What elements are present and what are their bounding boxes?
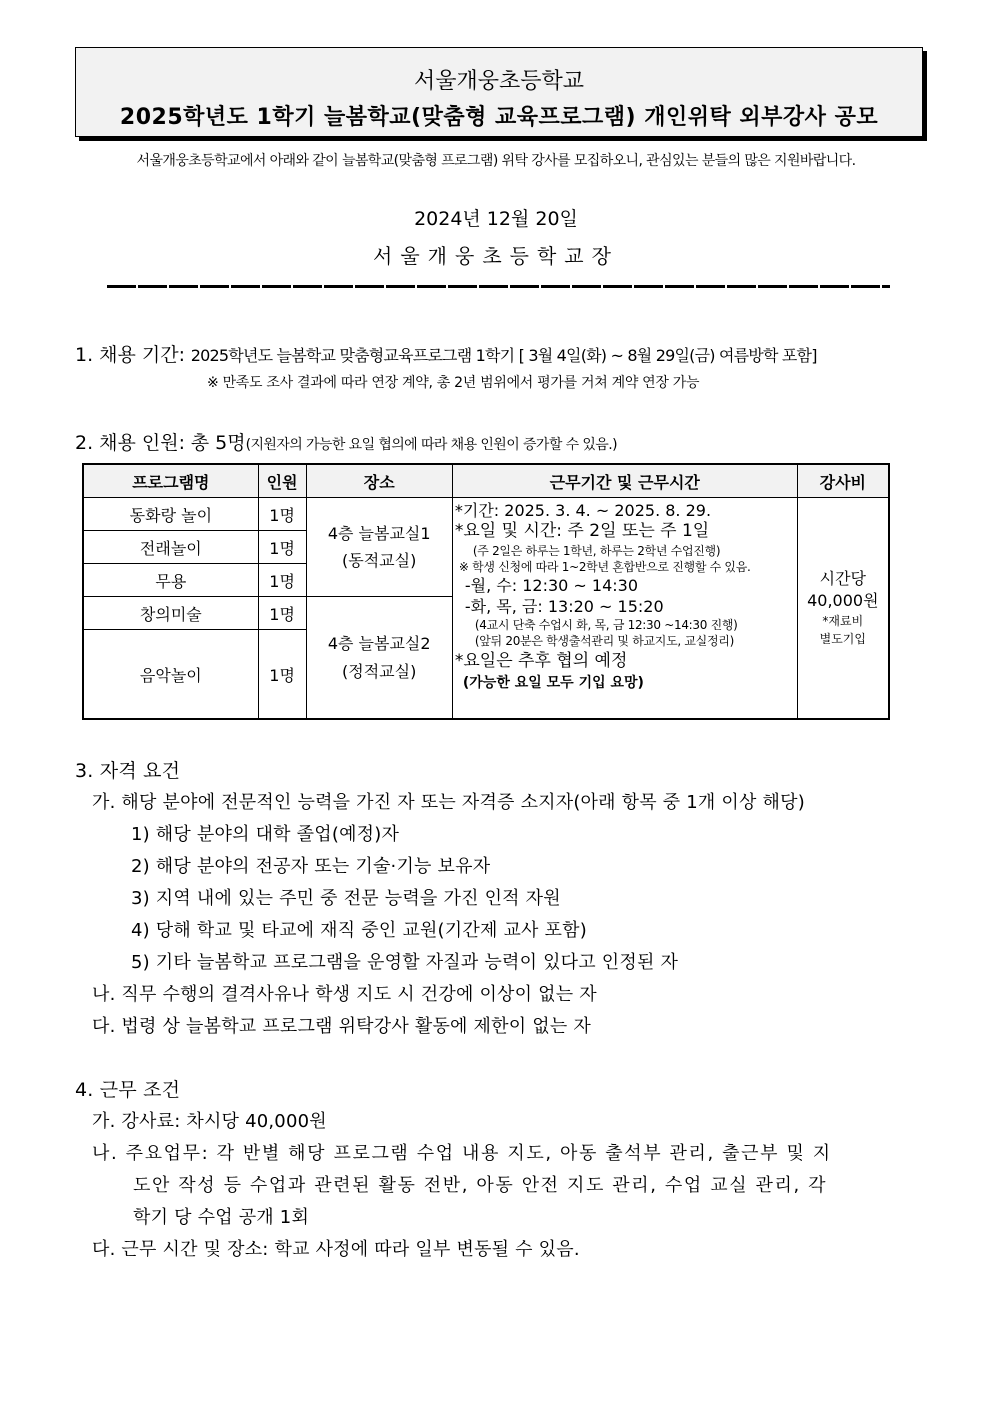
section-2-heading: 2. 채용 인원: xyxy=(75,432,186,454)
program-count: 1명 xyxy=(258,630,306,720)
schedule-days: *요일 및 시간: 주 2일 또는 주 1일 xyxy=(454,521,710,542)
place-type: (정적교실) xyxy=(342,661,417,681)
fee-unit: 시간당 xyxy=(819,569,866,589)
place-name: 4층 늘봄교실1 xyxy=(327,523,431,543)
program-count: 1명 xyxy=(258,564,306,597)
qualification-subitem: 4) 당해 학교 및 타교에 재직 중인 교원(기간제 교사 포함) xyxy=(131,920,587,941)
section-1 xyxy=(75,340,817,367)
document-title: 2025학년도 1학기 늘봄학교(맞춤형 교육프로그램) 개인위탁 외부강사 공모 xyxy=(119,105,879,130)
issuer: 서울개웅초등학교장 xyxy=(373,244,619,268)
school-name: 서울개웅초등학교 xyxy=(413,69,585,94)
issue-date: 2024년 12월 20일 xyxy=(414,208,578,230)
schedule-period: *기간: 2025. 3. 4. ~ 2025. 8. 29. xyxy=(454,501,712,520)
section-2-count: 총 5명 xyxy=(190,432,246,454)
schedule-days-note: (주 2일은 하루는 1학년, 하루는 2학년 수업진행) xyxy=(472,543,721,558)
qualification-subitem: 3) 지역 내에 있는 주민 중 전문 능력을 가진 인적 자원 xyxy=(131,888,561,909)
program-count: 1명 xyxy=(258,531,306,564)
schedule-extra-note: (앞뒤 20분은 학생출석관리 및 하교지도, 교실정리) xyxy=(474,634,734,649)
place-cell xyxy=(306,597,452,720)
fee-material: *재료비 xyxy=(822,613,864,628)
header-program: 프로그램명 xyxy=(83,464,258,498)
schedule-time-2: -화, 목, 금: 13:20 ~ 15:20 xyxy=(464,596,664,616)
qualification-subitem: 5) 기타 늘봄학교 프로그램을 운영할 자질과 능력이 있다고 인정된 자 xyxy=(131,952,679,973)
schedule-consult: *요일은 추후 협의 예정 xyxy=(454,650,628,671)
table-row xyxy=(83,498,889,531)
intro-text: 서울개웅초등학교에서 아래와 같이 늘봄학교(맞춤형 프로그램) 위탁 강사를 모집하오니, 관심있는 분들의 많은 지원바랍니다. xyxy=(136,153,856,169)
condition-item: 가. 강사료: 차시당 40,000원 xyxy=(92,1111,327,1132)
section-2 xyxy=(75,428,617,455)
section-1-note: ※ 만족도 조사 결과에 따라 연장 계약, 총 2년 범위에서 평가를 거쳐 계약 연장 가능 xyxy=(207,375,700,391)
section-3-heading: 3. 자격 요건 xyxy=(75,760,181,782)
header-count: 인원 xyxy=(258,464,306,498)
fee-cell xyxy=(797,498,889,720)
place-name: 4층 늘봄교실2 xyxy=(327,634,431,654)
condition-item-cont: 도안 작성 등 수업과 관련된 활동 전반, 아동 안전 지도 관리, 수업 교실 관리, 각 xyxy=(133,1175,828,1196)
schedule-short-note: (4교시 단축 수업시 화, 목, 금 12:30 ~14:30 진행) xyxy=(474,617,738,632)
condition-item: 다. 근무 시간 및 장소: 학교 사정에 따라 일부 변동될 수 있음. xyxy=(92,1239,580,1260)
program-name: 음악놀이 xyxy=(83,630,258,720)
header-fee: 강사비 xyxy=(797,464,889,498)
program-count: 1명 xyxy=(258,498,306,531)
section-1-heading: 1. 채용 기간: xyxy=(75,344,186,366)
section-4-heading: 4. 근무 조건 xyxy=(75,1079,181,1101)
place-type: (동적교실) xyxy=(342,551,417,570)
title-box xyxy=(75,47,923,137)
table-header-row xyxy=(83,464,889,498)
qualification-subitem: 2) 해당 분야의 전공자 또는 기술·기능 보유자 xyxy=(131,856,491,877)
schedule-mixed-note: ※ 학생 신청에 따라 1~2학년 혼합반으로 진행할 수 있음. xyxy=(458,559,751,574)
divider-rule xyxy=(107,285,890,288)
program-table xyxy=(82,463,890,720)
condition-item: 나. 주요업무: 각 반별 해당 프로그램 수업 내용 지도, 아동 출석부 관리, 출근부 및 지 xyxy=(92,1143,832,1164)
schedule-request: (가능한 요일 모두 기입 요망) xyxy=(462,674,644,691)
header-schedule: 근무기간 및 근무시간 xyxy=(452,464,797,498)
program-name: 동화랑 놀이 xyxy=(83,498,258,531)
condition-item-cont: 학기 당 수업 공개 1회 xyxy=(133,1207,310,1228)
qualification-item: 가. 해당 분야에 전문적인 능력을 가진 자 또는 자격증 소지자(아래 항목 중 1개 이상 해당) xyxy=(92,792,805,813)
fee-amount: 40,000원 xyxy=(807,591,879,610)
schedule-time-1: -월, 수: 12:30 ~ 14:30 xyxy=(464,576,639,596)
place-cell xyxy=(306,498,452,597)
header-place: 장소 xyxy=(306,464,452,498)
qualification-item: 나. 직무 수행의 결격사유나 학생 지도 시 건강에 이상이 없는 자 xyxy=(92,984,597,1005)
fee-material-note: 별도기입 xyxy=(819,631,866,646)
program-count: 1명 xyxy=(258,597,306,630)
program-name: 창의미술 xyxy=(83,597,258,630)
qualification-subitem: 1) 해당 분야의 대학 졸업(예정)자 xyxy=(131,824,400,845)
section-2-note: (지원자의 가능한 요일 협의에 따라 채용 인원이 증가할 수 있음.) xyxy=(245,437,617,453)
program-name: 무용 xyxy=(83,564,258,597)
schedule-cell xyxy=(452,498,797,720)
program-name: 전래놀이 xyxy=(83,531,258,564)
qualification-item: 다. 법령 상 늘봄학교 프로그램 위탁강사 활동에 제한이 없는 자 xyxy=(92,1016,591,1037)
section-1-text: 2025학년도 늘봄학교 맞춤형교육프로그램 1학기 [ 3월 4일(화) ~ 8월 29일(금) 여름방학 포함] xyxy=(190,346,817,365)
